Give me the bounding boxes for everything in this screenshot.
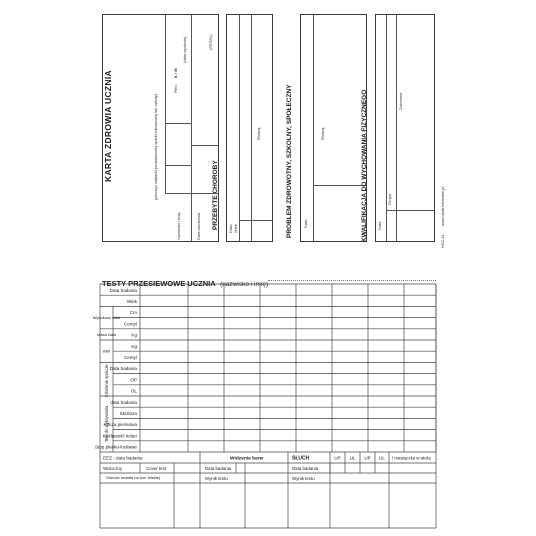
visus-label: Widoczny [103, 466, 123, 472]
row-label: Kifoza piersiowa [103, 422, 137, 428]
pe-recommendation-label: Zalecenia [398, 92, 403, 110]
pe-group-label: Grupa [387, 193, 392, 205]
color-vision-label: Widzenie barw [230, 456, 264, 462]
pe-qualification-title: KWALIFIKACJA DO WYCHOWANIA FIZYCZNEGO [361, 89, 368, 242]
row-label: Kg [131, 332, 137, 338]
tests-title: TESTY PRZESIEWOWE UCZNIA [102, 279, 216, 288]
name-label: Nazwisko i imię [176, 212, 181, 240]
past-diseases-title: PRZEBYTE CHOROBY [212, 160, 219, 230]
sex-value: K / M [173, 68, 178, 78]
row-label: Stop płasko-koślawe [94, 444, 137, 450]
cover-test-label: Cover test [146, 466, 167, 472]
issue-date-label: (data wydania) [182, 36, 187, 63]
health-problem-date-label: Data [303, 219, 308, 228]
health-card-title: KARTA ZDROWIA UCZNIA [103, 70, 113, 182]
past-diseases-date-label: Data [228, 224, 233, 233]
row-label: OP [130, 377, 137, 383]
birth-date-label: Data urodzenia [196, 212, 201, 240]
hearing-ul-label: UL [349, 455, 356, 461]
pesel-label: (PESEL) [208, 34, 213, 50]
group-label: BMI [102, 348, 111, 354]
group-label: Ciśnienie tętnicze [104, 364, 109, 398]
health-card-subtitle: (pieczęć zakładu podstawowej opieki zdrowotnej lub szkoły) [153, 93, 158, 200]
hearing-date-label: Data badania [292, 466, 319, 472]
row-label: Kg [131, 343, 137, 349]
hearing-up-label: UP [334, 455, 341, 461]
hearing-label: SŁUCH [292, 455, 310, 462]
row-label: OL [130, 388, 137, 394]
group-label: Masa ciała [96, 331, 117, 337]
health-problem-title: PROBLEM ZDROWOTNY, SZKOLNY, SPOŁECZNY [286, 84, 293, 238]
health-problem-kind-label: Rodzaj [320, 127, 325, 140]
form-code: HSZ-11 [440, 234, 445, 248]
hearing-ul-label: UL [379, 455, 385, 461]
tests-title-suffix: (nazwisko i imię) [220, 281, 269, 288]
row-label: Centyl [123, 355, 137, 360]
group-label: Test do wykrywania [104, 405, 109, 442]
sex-label: Płeć: [173, 84, 178, 93]
past-diseases-kind-label: Rodzaj [256, 127, 261, 140]
vision-result-label: Wynik testu [205, 476, 228, 482]
form-site: www.druki.lekarskie.pl [440, 186, 445, 226]
hearing-up-label: UP [364, 455, 371, 461]
hearing-result-label: Wynik testu [292, 476, 315, 482]
pe-date-label: Data [377, 221, 382, 230]
row-label: Skolioza [119, 411, 137, 416]
menarche-label: / miesiączka w wieku [392, 455, 432, 461]
row-label: Koślawość kolan [102, 433, 137, 439]
vision-date-label: Data badania [205, 466, 232, 472]
eez-label: EEZ - data badania [103, 455, 143, 461]
row-label: Data badania [109, 287, 137, 293]
past-diseases-age-label: Wiek [233, 224, 238, 233]
row-label: Centyl [123, 321, 137, 327]
row-label: Wiek [126, 299, 137, 304]
near-vision-label: Ostrość światła na tzw. bliskiej [106, 475, 160, 481]
row-label: data badania [110, 399, 137, 405]
row-label: Data badania [109, 366, 137, 372]
group-label: Wysokość ciała [92, 315, 121, 321]
row-label: Cm [129, 310, 137, 316]
